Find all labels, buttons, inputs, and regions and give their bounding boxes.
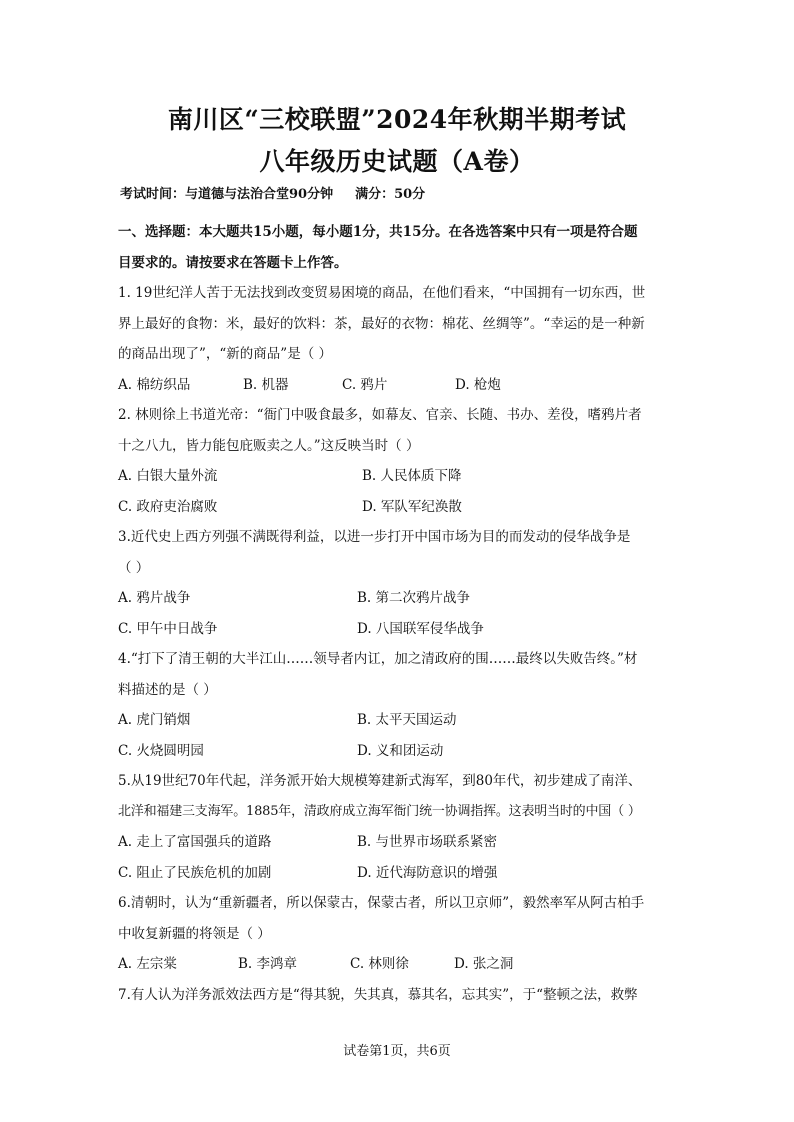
question-1-text: 界上最好的食物：米，最好的饮料：茶，最好的衣物：棉花、丝绸等”。“幸运的是一种新 xyxy=(118,315,645,332)
option-b: B. 人民体质下降 xyxy=(362,468,462,484)
exam-info xyxy=(120,183,425,202)
question-6-text: 中收复新疆的将领是（ ） xyxy=(118,925,271,942)
question-3-options xyxy=(118,614,680,645)
section-instruction-line: 目要求的。请按要求在答题卡上作答。 xyxy=(118,254,348,271)
question-3-options xyxy=(118,583,680,614)
question-2-text: 2. 林则徐上书道光帝：“衙门中吸食最多，如幕友、官亲、长随、书办、差役，嗜鸦片者 xyxy=(118,407,642,423)
question-4-options xyxy=(118,736,680,767)
exam-subtitle: 八年级历史试题（A卷） xyxy=(259,147,535,176)
question-1-text: 1. 19世纪洋人苦于无法找到改变贸易困境的商品，在他们看来，“中国拥有一切东西，世 xyxy=(118,285,646,301)
question-5-options xyxy=(118,858,680,889)
question-content xyxy=(118,217,680,1010)
option-d: D. 义和团运动 xyxy=(357,742,444,759)
question-3-text: （ ） xyxy=(118,559,150,576)
exam-time: 考试时间：与道德与法治合堂90分钟 xyxy=(120,187,334,202)
section-instruction-line: 一、选择题：本大题共15小题，每小题1分，共15分。在各选答案中只有一项是符合题 xyxy=(118,224,638,240)
option-b: B. 第二次鸦片战争 xyxy=(357,590,471,606)
question-5-text: 北洋和福建三支海军。1885年，清政府成立海军衙门统一协调指挥。这表明当时的中国（ ） xyxy=(118,803,641,819)
option-b: B. 机器 xyxy=(243,376,289,393)
option-a: A. 虎门销烟 xyxy=(118,712,191,728)
option-d: D. 枪炮 xyxy=(455,376,501,393)
option-a: A. 鸦片战争 xyxy=(118,590,191,606)
option-a: A. 左宗棠 xyxy=(118,956,177,972)
question-4-text: 料描述的是（ ） xyxy=(118,681,217,698)
option-c: C. 政府吏治腐败 xyxy=(118,498,218,515)
option-d: D. 近代海防意识的增强 xyxy=(357,864,498,881)
question-5-text: 5.从19世纪70年代起，洋务派开始大规模筹建新式海军，到80年代，初步建成了南洋、 xyxy=(118,773,642,789)
full-score: 满分：50分 xyxy=(355,187,426,202)
question-1-text: 的商品出现了”，“新的商品”是（ ） xyxy=(118,346,332,362)
question-4-text: 4.“打下了清王朝的大半江山……领导者内讧，加之清政府的围……最终以失败告终。”材 xyxy=(118,651,638,667)
question-4-options xyxy=(118,705,680,736)
option-c: C. 林则徐 xyxy=(350,956,409,972)
option-a: A. 走上了富国强兵的道路 xyxy=(118,834,272,850)
option-a: A. 棉纺织品 xyxy=(118,376,191,393)
option-c: C. 阻止了民族危机的加剧 xyxy=(118,864,272,881)
question-5-options xyxy=(118,827,680,858)
option-b: B. 李鸿章 xyxy=(238,956,298,972)
option-c: C. 甲午中日战争 xyxy=(118,620,218,637)
question-3-text: 3.近代史上西方列强不满既得利益，以进一步打开中国市场为目的而发动的侵华战争是 xyxy=(118,529,631,545)
exam-title: 南川区“三校联盟”2024年秋期半期考试 xyxy=(167,105,627,134)
option-d: D. 八国联军侵华战争 xyxy=(357,620,484,637)
option-a: A. 白银大量外流 xyxy=(118,468,218,484)
question-1-options xyxy=(118,370,680,401)
option-d: D. 张之洞 xyxy=(454,956,514,972)
question-6-text: 6.清朝时，认为“重新疆者，所以保蒙古，保蒙古者，所以卫京师”，毅然率军从阿古柏手 xyxy=(118,895,645,911)
page-footer: 试卷第1页，共6页 xyxy=(343,1044,451,1059)
option-c: C. 火烧圆明园 xyxy=(118,742,204,759)
question-2-text: 十之八九，皆力能包庇贩卖之人。”这反映当时（ ） xyxy=(118,437,420,454)
question-7-text: 7.有人认为洋务派效法西方是“得其貌，失其真，慕其名，忘其实”，于“整顿之法，救弊 xyxy=(118,986,638,1003)
question-2-options xyxy=(118,461,680,492)
option-c: C. 鸦片 xyxy=(342,376,388,393)
option-d: D. 军队军纪涣散 xyxy=(362,498,462,515)
option-b: B. 太平天国运动 xyxy=(357,712,457,728)
question-6-options xyxy=(118,949,680,980)
option-b: B. 与世界市场联系紧密 xyxy=(357,834,498,850)
question-2-options xyxy=(118,492,680,523)
